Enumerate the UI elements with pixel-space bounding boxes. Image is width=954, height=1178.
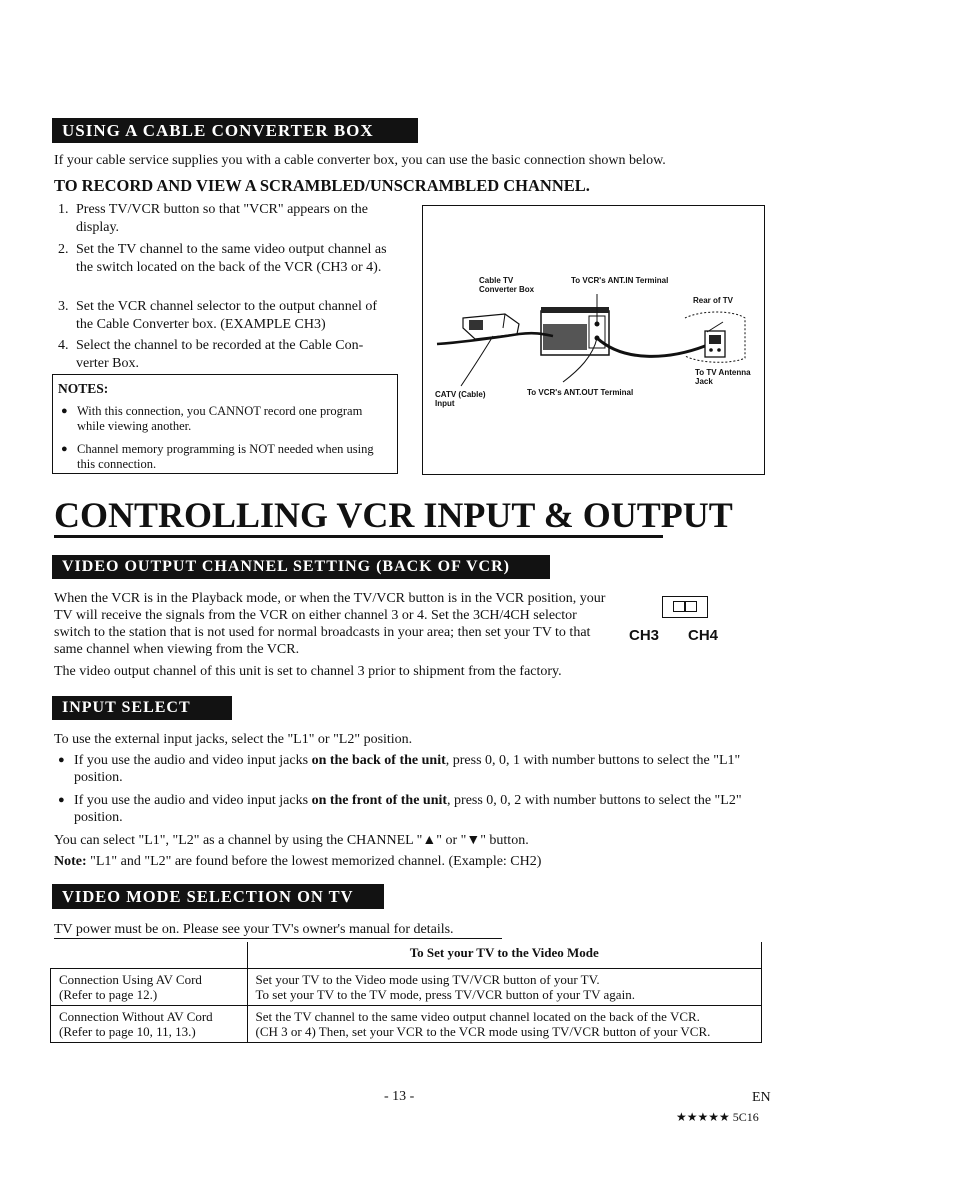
table-cell-connection <box>51 1006 248 1043</box>
section-header-input-select: INPUT SELECT <box>52 696 232 720</box>
emphasis: on the back of the unit <box>311 753 446 768</box>
label-antenna-jack: To TV Antenna Jack <box>695 368 751 386</box>
input-select-note <box>54 853 754 870</box>
label-ant-out: To VCR's ANT.OUT Terminal <box>527 388 634 397</box>
table-cell-instructions <box>247 969 762 1006</box>
input-select-channel-line: You can select "L1", "L2" as a channel by using the CHANNEL "▲" or "▼" button. <box>54 833 529 848</box>
connection-drawing <box>423 206 764 474</box>
table-row <box>51 969 762 1006</box>
table-header: To Set your TV to the Video Mode <box>247 942 762 969</box>
bullet-icon: ● <box>61 405 68 417</box>
section-header-cable-converter: USING A CABLE CONVERTER BOX <box>52 118 418 143</box>
notes-box <box>52 374 398 474</box>
table-header-row <box>51 942 762 969</box>
table-cell-instructions <box>247 1006 762 1043</box>
text: If you use the audio and video input jacks <box>74 753 312 768</box>
text: If you use the audio and video input jacks <box>74 793 312 808</box>
step-2 <box>58 241 398 295</box>
model-code: ★★★★★ 5C16 <box>676 1110 759 1124</box>
step-text: Set the TV channel to the same video output channel as the switch located on the back of the VCR (CH3 or 4). <box>76 242 387 275</box>
note-text: "L1" and "L2" are found before the lowest memorized channel. (Example: CH2) <box>86 854 542 869</box>
cell-line: Connection Without AV Cord <box>59 1009 213 1024</box>
cell-line: (CH 3 or 4) Then, set your VCR to the VCR mode using TV/VCR button of your VCR. <box>255 1024 711 1039</box>
video-mode-table <box>50 942 762 1043</box>
step-number: 1. <box>58 202 69 217</box>
note-text: With this connection, you CANNOT record one program while viewing another. <box>77 404 363 433</box>
page-number: - 13 - <box>384 1089 415 1104</box>
emphasis: on the front of the unit <box>311 793 448 808</box>
tv-rear-drawing <box>685 312 745 362</box>
title-underline <box>54 535 663 538</box>
cable-subheading: TO RECORD AND VIEW A SCRAMBLED/UNSCRAMBLED CHANNEL. <box>54 176 590 195</box>
label-ant-in: To VCR's ANT.IN Terminal <box>571 276 669 285</box>
label-rear-tv: Rear of TV <box>693 296 734 305</box>
step-3 <box>58 298 398 334</box>
notes-title: NOTES: <box>58 381 109 396</box>
cell-line: To set your TV to the TV mode, press TV/VCR button of your TV again. <box>255 987 635 1002</box>
bullet-icon: ● <box>58 754 65 766</box>
bullet-icon: ● <box>58 794 65 806</box>
cell-line: Set your TV to the Video mode using TV/VCR button of your TV. <box>255 972 600 987</box>
step-number: 2. <box>58 242 69 257</box>
cell-line: Connection Using AV Cord <box>59 972 202 987</box>
step-number: 4. <box>58 338 69 353</box>
cell-line: Set the TV channel to the same video output channel located on the back of the VCR. <box>255 1009 700 1024</box>
step-1 <box>58 201 398 237</box>
note-item <box>61 442 381 474</box>
step-number: 3. <box>58 299 69 314</box>
label-cable-box: Cable TV Converter Box <box>479 276 535 294</box>
note-text: Channel memory programming is NOT needed when using this connection. <box>77 442 374 471</box>
vcr-drawing <box>541 307 609 355</box>
ch4-label: CH4 <box>688 627 719 644</box>
step-text: Set the VCR channel selector to the output channel of the Cable Converter box. (EXAMPLE CH3) <box>76 299 378 332</box>
table-header-blank <box>51 942 248 969</box>
cell-line: (Refer to page 12.) <box>59 987 158 1002</box>
ch3-label: CH3 <box>629 627 660 644</box>
note-label: Note: <box>54 854 87 869</box>
video-output-para2: The video output channel of this unit is set to channel 3 prior to shipment from the factory. <box>54 664 562 679</box>
section-header-video-output: VIDEO OUTPUT CHANNEL SETTING (BACK OF VCR) <box>52 555 550 579</box>
label-catv: CATV (Cable) Input <box>435 390 486 408</box>
cable-intro: If your cable service supplies you with a cable converter box, you can use the basic connection shown below. <box>54 153 666 168</box>
step-text: Select the channel to be recorded at the Cable Con- verter Box. <box>76 338 364 371</box>
table-cell-connection <box>51 969 248 1006</box>
text: , press 0, 0, 2 with number buttons to select the "L2" position. <box>74 793 742 825</box>
bullet-icon: ● <box>61 443 68 455</box>
cell-line: (Refer to page 10, 11, 13.) <box>59 1024 196 1039</box>
input-select-intro: To use the external input jacks, select the "L1" or "L2" position. <box>54 732 413 747</box>
main-title: CONTROLLING VCR INPUT & OUTPUT <box>54 495 733 535</box>
intro-underline <box>54 938 502 939</box>
step-text: Press TV/VCR button so that "VCR" appears on the display. <box>76 202 368 235</box>
step-4 <box>58 337 398 373</box>
section-header-video-mode: VIDEO MODE SELECTION ON TV <box>52 884 384 909</box>
table-row <box>51 1006 762 1043</box>
cable-connection-diagram <box>422 205 765 475</box>
ch-selector-switch-icon <box>662 596 708 618</box>
video-mode-intro: TV power must be on. Please see your TV's owner's manual for details. <box>54 922 454 937</box>
text: , press 0, 0, 1 with number buttons to select the "L1" position. <box>74 753 741 785</box>
note-item <box>61 404 381 436</box>
language-code: EN <box>752 1090 771 1105</box>
video-output-para1: When the VCR is in the Playback mode, or when the TV/VCR button is in the VCR position, your TV will receive the signals from the VCR on either channel 3 or 4. Set the 3CH/4CH selector switch to the station that is not used for normal broadcasts in your area; then set your TV to that same channel when viewing from the VCR. <box>54 591 606 657</box>
